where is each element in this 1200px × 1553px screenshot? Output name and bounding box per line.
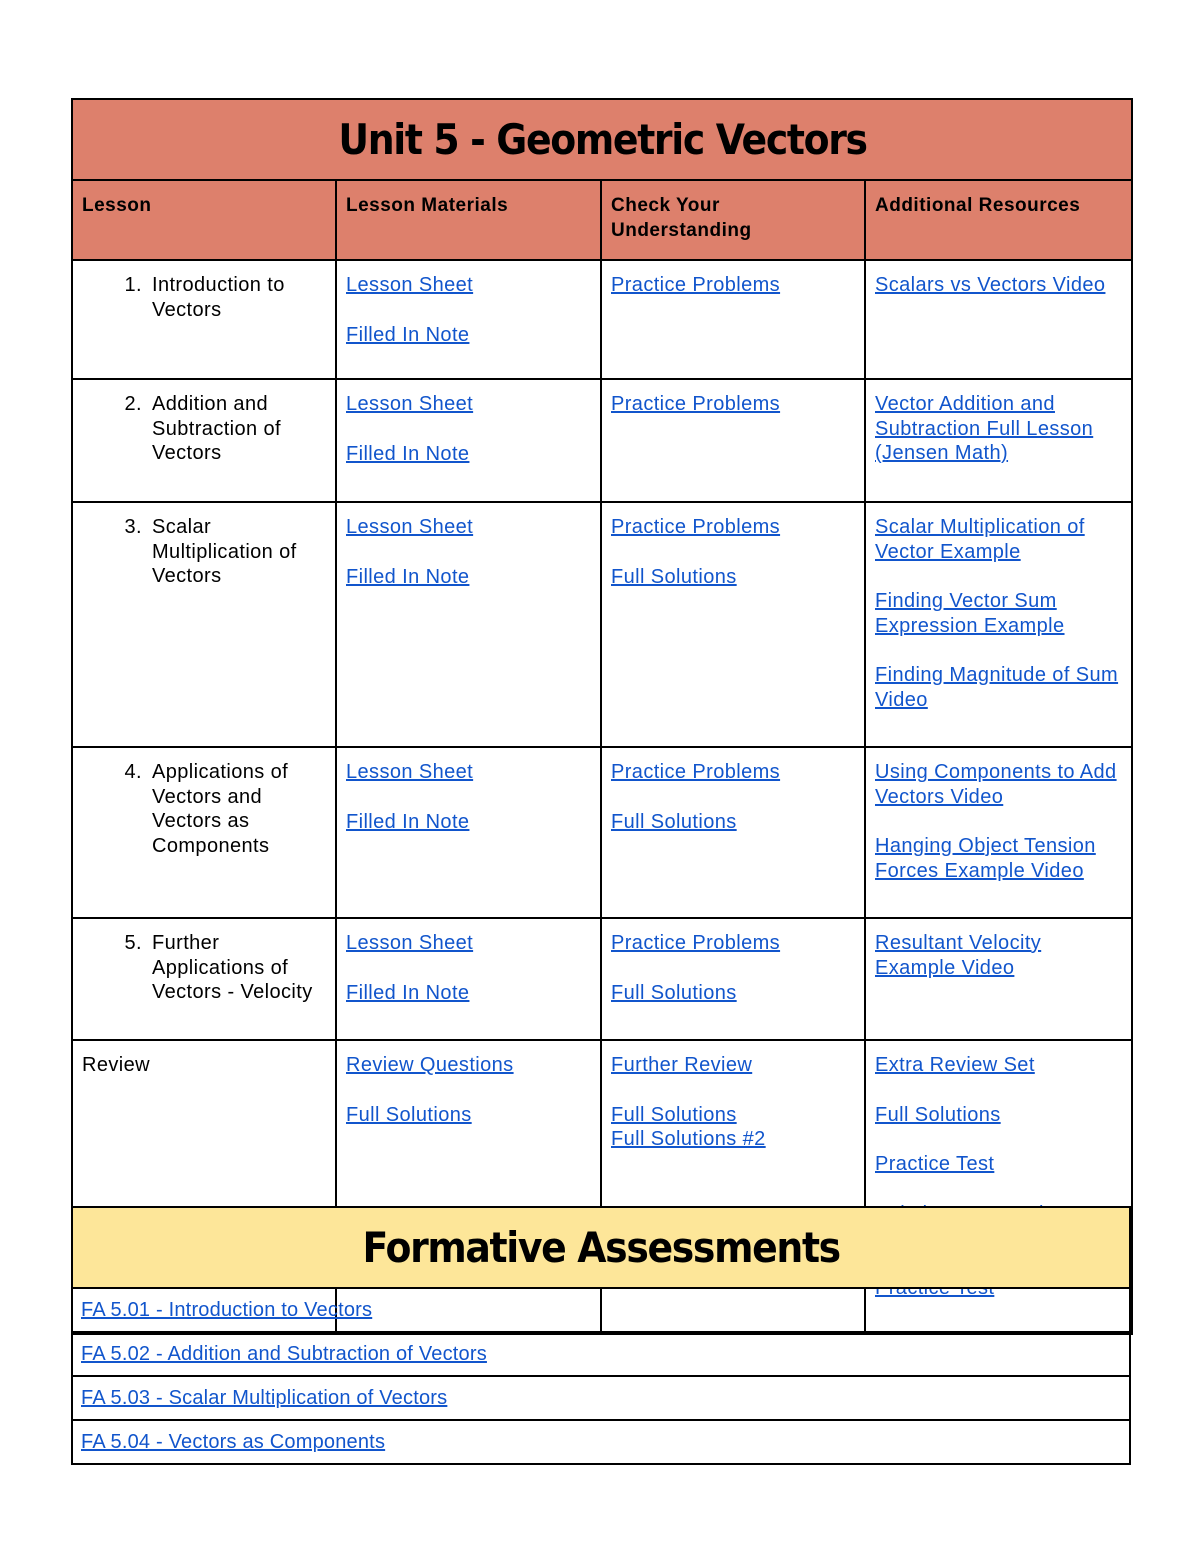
fa-row <box>72 1376 1130 1420</box>
resource-link[interactable]: Resultant Velocity Example Video <box>875 932 1042 979</box>
header-check-understanding: Check Your Understanding <box>601 180 865 260</box>
full-solutions-link[interactable]: Full Solutions <box>611 810 737 833</box>
materials-cell <box>336 502 601 747</box>
resources-cell <box>865 260 1132 379</box>
fa-link[interactable]: FA 5.02 - Addition and Subtraction of Vectors <box>81 1343 487 1365</box>
resource-link[interactable]: Scalars vs Vectors Video <box>875 274 1106 296</box>
full-solutions-link[interactable]: Full Solutions <box>346 1103 472 1126</box>
lesson-number: 3. <box>124 516 142 538</box>
filled-in-note-link[interactable]: Filled In Note <box>346 565 470 588</box>
lesson-row-2 <box>72 379 1132 502</box>
practice-problems-link[interactable]: Practice Problems <box>611 516 781 538</box>
check-cell <box>601 379 865 502</box>
extra-review-set-link[interactable]: Extra Review Set <box>875 1054 1035 1076</box>
unit-table <box>71 98 1133 1335</box>
fa-row <box>72 1420 1130 1464</box>
lesson-cell <box>72 379 336 502</box>
lesson-row-3 <box>72 502 1132 747</box>
lesson-number: 5. <box>124 932 142 954</box>
lesson-cell <box>72 747 336 918</box>
unit-title-cell <box>72 99 1132 180</box>
lesson-cell <box>72 260 336 379</box>
formative-title: Formative Assessments <box>362 1223 840 1272</box>
lesson-name: Scalar Multiplication of Vectors <box>152 516 297 587</box>
resource-link[interactable]: Finding Vector Sum Expression Example <box>875 590 1065 637</box>
resource-link[interactable]: Vector Addition and Subtraction Full Lesson (Jensen Math) <box>875 393 1094 464</box>
formative-assessments-table <box>71 1206 1131 1465</box>
lesson-row-1 <box>72 260 1132 379</box>
header-lesson-materials: Lesson Materials <box>336 180 601 260</box>
formative-title-cell <box>72 1207 1130 1288</box>
lesson-name: Applications of Vectors and Vectors as Components <box>152 761 289 857</box>
practice-problems-link[interactable]: Practice Problems <box>611 274 781 296</box>
fa-link[interactable]: FA 5.03 - Scalar Multiplication of Vectors <box>81 1387 448 1409</box>
lesson-name: Further Applications of Vectors - Velocity <box>152 932 313 1003</box>
resource-link[interactable]: Finding Magnitude of Sum Video <box>875 664 1119 711</box>
lesson-row-4 <box>72 747 1132 918</box>
check-cell <box>601 918 865 1040</box>
full-solutions-2-link[interactable]: Full Solutions #2 <box>611 1128 766 1150</box>
lesson-number: 4. <box>124 761 142 783</box>
practice-problems-link[interactable]: Practice Problems <box>611 932 781 954</box>
further-review-link[interactable]: Further Review <box>611 1054 753 1076</box>
lesson-cell <box>72 502 336 747</box>
full-solutions-link[interactable]: Full Solutions <box>611 565 737 588</box>
practice-problems-link[interactable]: Practice Problems <box>611 393 781 415</box>
practice-problems-link[interactable]: Practice Problems <box>611 761 781 783</box>
fa-row <box>72 1332 1130 1376</box>
lesson-sheet-link[interactable]: Lesson Sheet <box>346 932 474 954</box>
lesson-sheet-link[interactable]: Lesson Sheet <box>346 274 474 296</box>
unit-title: Unit 5 - Geometric Vectors <box>337 115 867 164</box>
header-additional-resources: Additional Resources <box>865 180 1132 260</box>
review-cell: Review <box>72 1040 336 1334</box>
full-solutions-link[interactable]: Full Solutions <box>611 1103 737 1126</box>
lesson-number: 2. <box>124 393 142 415</box>
filled-in-note-link[interactable]: Filled In Note <box>346 810 470 833</box>
fa-row <box>72 1288 1130 1332</box>
filled-in-note-link[interactable]: Filled In Note <box>346 323 470 346</box>
header-lesson: Lesson <box>72 180 336 260</box>
lesson-sheet-link[interactable]: Lesson Sheet <box>346 516 474 538</box>
header-row <box>72 180 1132 260</box>
filled-in-note-link[interactable]: Filled In Note <box>346 442 470 465</box>
resources-cell <box>865 747 1132 918</box>
materials-cell <box>336 918 601 1040</box>
fa-link[interactable]: FA 5.01 - Introduction to Vectors <box>81 1299 373 1321</box>
review-questions-link[interactable]: Review Questions <box>346 1054 514 1076</box>
lesson-number: 1. <box>124 274 142 296</box>
resources-cell <box>865 502 1132 747</box>
materials-cell <box>336 379 601 502</box>
fa-link[interactable]: FA 5.04 - Vectors as Components <box>81 1431 386 1453</box>
materials-cell <box>336 260 601 379</box>
full-solutions-link[interactable]: Full Solutions <box>611 981 737 1004</box>
resource-link[interactable]: Hanging Object Tension Forces Example Video <box>875 835 1096 882</box>
resources-cell <box>865 379 1132 502</box>
filled-in-note-link[interactable]: Filled In Note <box>346 981 470 1004</box>
resource-link[interactable]: Using Components to Add Vectors Video <box>875 761 1117 808</box>
lesson-name: Introduction to Vectors <box>152 274 285 321</box>
resources-cell <box>865 918 1132 1040</box>
check-cell <box>601 502 865 747</box>
lesson-cell <box>72 918 336 1040</box>
full-solutions-link[interactable]: Full Solutions <box>875 1103 1001 1126</box>
check-cell <box>601 260 865 379</box>
lesson-name: Addition and Subtraction of Vectors <box>152 393 282 464</box>
check-cell <box>601 747 865 918</box>
lesson-sheet-link[interactable]: Lesson Sheet <box>346 761 474 783</box>
lesson-row-5 <box>72 918 1132 1040</box>
resource-link[interactable]: Scalar Multiplication of Vector Example <box>875 516 1085 563</box>
lesson-sheet-link[interactable]: Lesson Sheet <box>346 393 474 415</box>
materials-cell <box>336 747 601 918</box>
practice-test-link[interactable]: Practice Test <box>875 1153 995 1175</box>
